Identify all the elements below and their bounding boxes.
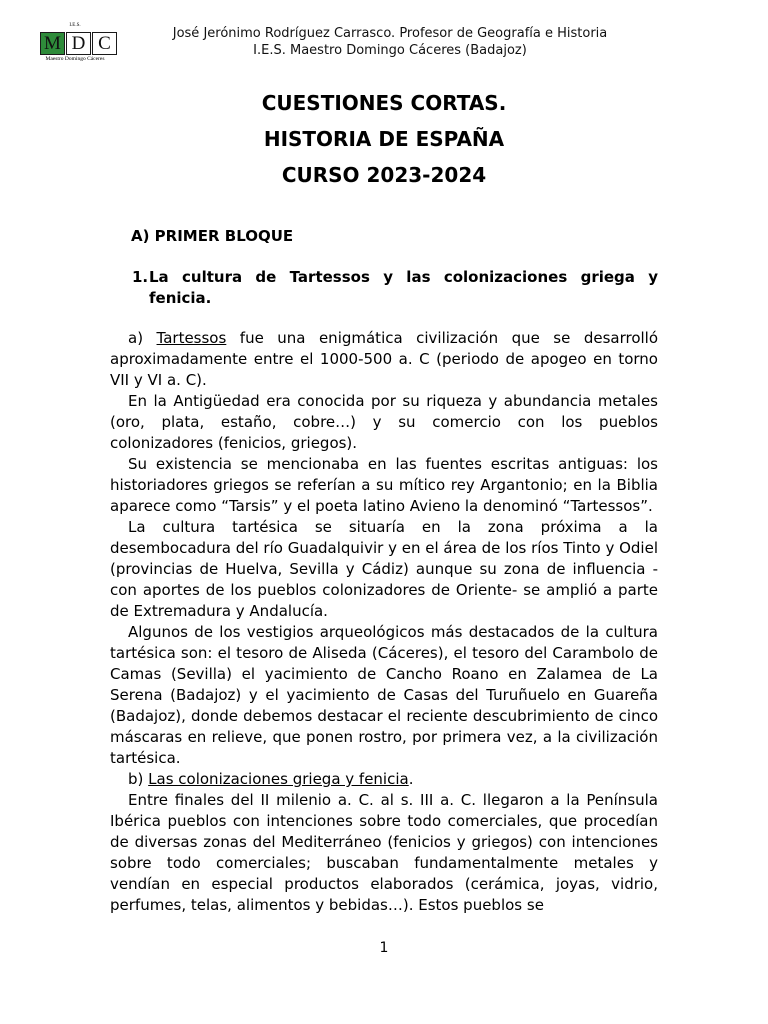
paragraph-text: fue una enigmática civilización que se desarrolló aproximadamente entre el 1000-500 a. C (periodo de apogeo en torno VII y VI a. C). xyxy=(110,329,659,389)
logo-letter-c: C xyxy=(92,32,117,55)
paragraph-riqueza: En la Antigüedad era conocida por su riqueza y abundancia metales (oro, plata, estaño, cobre…) y su comercio con los pueblos colonizadores (fenicios, griegos). xyxy=(110,392,658,452)
paragraph-tartessos-intro xyxy=(110,328,658,391)
section-heading xyxy=(110,267,658,309)
document-title xyxy=(0,85,768,193)
paragraph-prefix: b) xyxy=(128,770,149,788)
paragraph-vestigios: Algunos de los vestigios arqueológicos más destacados de la cultura tartésica son: el tesoro de Aliseda (Cáceres), el tesoro del Carambolo de Camas (Sevilla) el yacimiento de Cancho Roano en Zalamea de La Serena (Badajoz) y el yacimiento de Casas del Turuñuelo en Guareña (Badajoz), donde debemos destacar el reciente descubrimiento de cinco máscaras en relieve, que ponen rostro, por primera vez, a la civilización tartésica. xyxy=(110,623,658,767)
logo-letters xyxy=(40,32,118,55)
paragraph-localizacion: La cultura tartésica se situaría en la zona próxima a la desembocadura del río Guadalquivir y en el área de los ríos Tinto y Odiel (provincias de Huelva, Sevilla y Cádiz) aunque su zona de influencia -con aportes de los pueblos colonizadores de Oriente- se amplió a parte de Extremadura y Andalucía. xyxy=(110,518,658,620)
paragraph-fuentes: Su existencia se mencionaba en las fuentes escritas antiguas: los historiadores griegos se referían a su mítico rey Argantonio; en la Biblia aparece como “Tarsis” y el poeta latino Avieno la denominó “Tartessos”. xyxy=(110,455,658,515)
page-number: 1 xyxy=(379,940,389,956)
section-number: 1. xyxy=(132,268,149,286)
term-tartessos: Tartessos xyxy=(156,329,227,347)
block-title: A) PRIMER BLOQUE xyxy=(131,227,294,245)
title-line-2: HISTORIA DE ESPAÑA xyxy=(263,127,505,151)
section-body xyxy=(110,328,658,916)
paragraph-suffix: . xyxy=(408,770,414,788)
paragraph-colonizaciones: Entre finales del II milenio a. C. al s. III a. C. llegaron a la Península Ibérica pueblos con intenciones sobre todo comerciales, que procedían de diversas zonas del Mediterráneo (fenicios y griegos) con intenciones sobre todo comerciales; buscaban fundamentalmente metales y vendían en especial productos elaborados (cerámica, joyas, vidrio, perfumes, telas, alimentos y bebidas…). Estos pueblos se xyxy=(110,791,658,914)
title-line-1: CUESTIONES CORTAS. xyxy=(261,91,507,115)
section-title: La cultura de Tartessos y las colonizaciones griega y fenicia. xyxy=(149,268,658,307)
logo-letter-m: M xyxy=(40,32,65,55)
logo-bottom-text: Maestro Domingo Cáceres xyxy=(45,56,105,62)
header-school: I.E.S. Maestro Domingo Cáceres (Badajoz) xyxy=(253,43,527,58)
term-colonizaciones: Las colonizaciones griega y fenicia xyxy=(148,770,409,788)
school-logo xyxy=(37,23,113,62)
document-body xyxy=(110,226,658,916)
paragraph-colonizaciones-heading xyxy=(110,769,658,790)
page-header xyxy=(130,25,650,59)
title-line-3: CURSO 2023-2024 xyxy=(281,163,487,187)
header-author: José Jerónimo Rodríguez Carrasco. Profesor de Geografía e Historia xyxy=(172,26,608,41)
logo-letter-d: D xyxy=(66,32,91,55)
logo-top-text: I.E.S. xyxy=(69,23,81,28)
paragraph-prefix: a) xyxy=(128,329,157,347)
